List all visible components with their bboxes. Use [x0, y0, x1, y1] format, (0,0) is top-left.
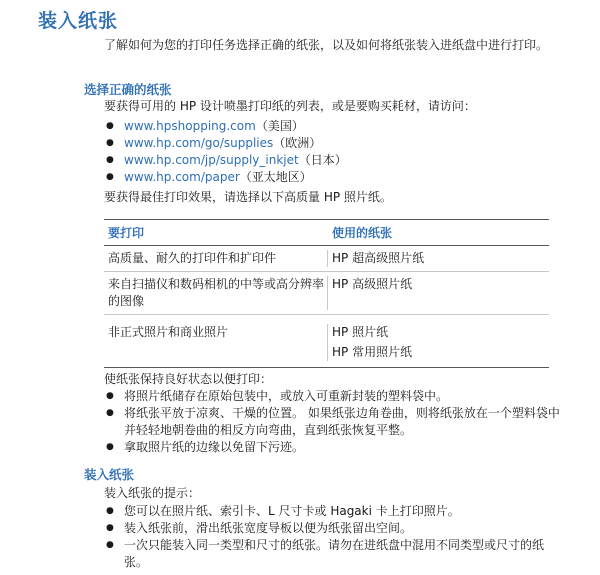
- list-item: ● 装入纸张前，滑出纸张宽度导板以便为纸张留出空间。: [104, 520, 564, 537]
- table-header: [104, 220, 549, 246]
- table-cell-print: 非正式照片和商业照片: [104, 324, 328, 361]
- list-item: [104, 118, 564, 135]
- link-hpshopping[interactable]: www.hpshopping.com: [124, 119, 256, 133]
- paper-name: HP 超高级照片纸: [332, 251, 425, 265]
- link-region: （亚太地区）: [239, 170, 312, 184]
- load-paper-tips-list: [104, 503, 564, 571]
- intro-paragraph: 了解如何为您的打印任务选择正确的纸张，以及如何将纸张装入进纸盘中进行打印。: [104, 38, 549, 52]
- table-row: [104, 246, 549, 272]
- table-row: [104, 315, 549, 367]
- page-title: 装入纸张: [38, 10, 119, 32]
- link-hp-supplies[interactable]: www.hp.com/go/supplies: [124, 136, 274, 150]
- best-results-paragraph: 要获得最佳打印效果，请选择以下高质量 HP 照片纸。: [104, 190, 392, 204]
- list-item: ● 一次只能装入同一类型和尺寸的纸张。请勿在进纸盘中混用不同类型或尺寸的纸张。: [104, 537, 564, 571]
- section-heading-load-paper: 装入纸张: [84, 467, 135, 482]
- link-hp-jp-supply-inkjet[interactable]: www.hp.com/jp/supply_inkjet: [124, 153, 299, 167]
- paper-name: HP 照片纸: [332, 325, 389, 339]
- list-item: ● 拿取照片纸的边缘以免留下污迹。: [104, 439, 564, 456]
- list-item: ● 将纸张平放于凉爽、干燥的位置。 如果纸张边角卷曲，则将纸张放在一个塑料袋中并轻轻地朝卷曲的相反方向弯曲，直到纸张恢复平整。: [104, 405, 564, 439]
- table-cell-print: 高质量、耐久的打印件和扩印件: [104, 250, 328, 267]
- select-paper-lead: 要获得可用的 HP 设计喷墨打印纸的列表，或是要购买耗材，请访问：: [104, 99, 476, 113]
- care-tips-list: [104, 388, 564, 456]
- table-cell-paper: [328, 250, 549, 267]
- table-cell-paper: [328, 276, 549, 310]
- paper-selection-table: [104, 219, 549, 368]
- care-lead: 使纸张保持良好状态以便打印：: [104, 372, 273, 386]
- link-region: （欧洲）: [273, 136, 322, 150]
- paper-name: HP 高级照片纸: [332, 277, 413, 291]
- supplies-link-list: [104, 118, 564, 186]
- link-hp-paper[interactable]: www.hp.com/paper: [124, 170, 240, 184]
- table-cell-paper: [328, 324, 549, 361]
- paper-name: HP 常用照片纸: [332, 345, 413, 359]
- list-item: [104, 135, 564, 152]
- section-heading-select-paper: 选择正确的纸张: [84, 82, 172, 97]
- load-paper-lead: 装入纸张的提示：: [104, 486, 201, 500]
- table-header-paper: 使用的纸张: [332, 226, 393, 240]
- link-region: （日本）: [298, 153, 347, 167]
- list-item: [104, 152, 564, 169]
- list-item: [104, 169, 564, 186]
- table-row: [104, 272, 549, 315]
- table-cell-print: 来自扫描仪和数码相机的中等或高分辨率的图像: [104, 276, 328, 310]
- list-item: ● 将照片纸储存在原始包装中，或放入可重新封装的塑料袋中。: [104, 388, 564, 405]
- list-item: ● 您可以在照片纸、索引卡、L 尺寸卡或 Hagaki 卡上打印照片。: [104, 503, 564, 520]
- table-header-print: 要打印: [108, 226, 145, 240]
- link-region: （美国）: [255, 119, 304, 133]
